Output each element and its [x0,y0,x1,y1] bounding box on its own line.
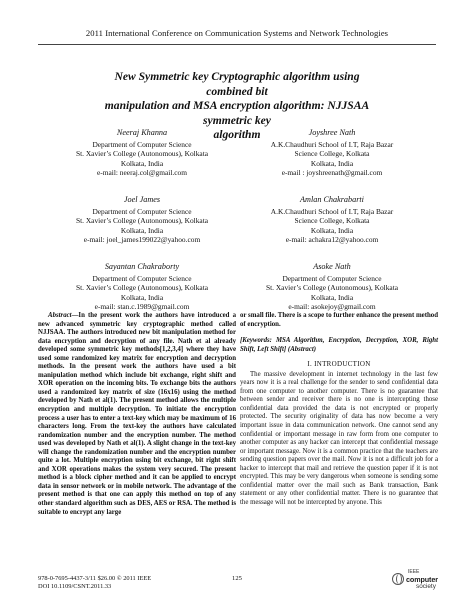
abstract-lead: Abstract [48,312,72,319]
logo-computer-text: computer [406,575,438,584]
author-affiliation: Kolkata, India [120,225,164,235]
author-name: Joel James [123,195,161,204]
author-name: Amlan Chakrabarti [300,195,364,204]
author-block [62,262,222,311]
introduction-text: The massive development in internet technology in the last few years now it is a real challenge for the sender to send confidential data from one computer to another computer. There is no guarantee that between sender and receiver there is no one is intercepting those confidential data provided the data is not encrypted or properly protected. The security originality of data has now become a very important issue in data communication network. One cannot send any confidential or important message in raw form from one computer to another computer as any hacker can intercept that confidential message or important message. Now it is a common practice that the teachers are sending question papers over the mail. Now it is not a difficult job for a hacker to intercept that mail and retrieve the question paper if it is not encrypted. This may be very dangerous when someone is sending some confidential matter over the mail such as Bank transaction, Bank statement or any other confidential matter. There is no guarantee that the message will not be intercepted by anyone. This [240,370,438,506]
author-block [62,128,222,177]
section-heading: I. INTRODUCTION [307,360,371,369]
abstract-continuation: or small file. There is a scope to further enhance the present method of encryption. [240,312,439,328]
author-block [252,262,412,311]
author-name: Asoke Nath [313,262,351,271]
author-email: e-mail: asokejoy@gmail.com [288,301,376,311]
author-affiliation: Kolkata, India [120,292,164,302]
author-affiliation: St. Xavier’s College (Autonomous), Kolkata [265,283,399,293]
abstract-text: —In the present work the authors have introduced a new advanced symmetric key cryptographic method called NJJSAA. The authors introduced new bit manipulation method for data encryption and decryption of any file. Nath et al already developed some symmetric key methods[1,2,3,4] where they have used some randomized key matrix for encryption and decryption methods. In the present work the authors have used a bit manipulation method which include bit exchange, right shift and XOR operation on the incoming bits. To exchange bits the authors used a randomized key matrix of size (16x16) using the method developed by Nath et al(1). The present method allows the multiple encryption and multiple decryption. To initiate the encryption process a user has to enter a text-key which may be maximum of 16 characters long. From the text-key the authors have calculated randomization number and the encryption number. The method used was developed by Nath et al(1). A slight change in the text-key will change the randomization number and the encryption number quite a lot. Multiple encryption using bit exchange, bit right shift and XOR operations makes the system very secured. The present method is a block cipher method and it can be applied to encrypt data in sensor network or in mobile network. The advantage of the present method is that one can apply this method on top of any other standard algorithm such as DES, AES or RSA. The method is suitable to encrypt any large [38,312,236,516]
title-line: algorithm [213,128,261,141]
right-column [240,312,438,507]
keywords: [Keywords: MSA Algorithm, Encryption, Decryption, XOR, Right Shift, Left Shift] (Abstract) [240,337,438,353]
left-column [38,312,236,517]
computer-society-logo [392,569,438,593]
author-block [62,195,222,244]
author-block [252,128,412,177]
author-email: e-mail: achakra12@yahoo.com [285,234,379,244]
footer-isbn: 978-0-7695-4437-3/11 $26.00 © 2011 IEEE [38,575,152,582]
author-affiliation: Department of Computer Science [282,274,382,284]
author-affiliation: Science College, Kolkata [294,216,370,226]
globe-icon [392,573,404,585]
author-affiliation: A.K.Chaudhuri School of I.T, Raja Bazar [270,207,394,217]
author-email: e-mail: joel_james199022@yahoo.com [83,234,201,244]
logo-ieee-text: IEEE [408,569,420,575]
running-header: 2011 International Conference on Communication Systems and Network Technologies [85,28,389,38]
author-affiliation: Kolkata, India [120,158,164,168]
author-block [252,195,412,244]
footer-copyright [38,575,151,591]
author-affiliation: St. Xavier’s College (Autonomous), Kolkata [75,283,209,293]
page-number: 125 [232,575,242,582]
author-email: e-mail: stan.c.1989@gmail.com [94,301,190,311]
author-affiliation: Science College, Kolkata [294,149,370,159]
author-email: e-mail: neeraj.col@gmail.com [97,167,187,177]
author-affiliation: Department of Computer Science [92,207,192,217]
author-affiliation: Kolkata, India [310,225,354,235]
author-affiliation: Kolkata, India [310,158,354,168]
author-name: Joyshree Nath [308,128,356,137]
title-line: New Symmetric key Cryptographic algorithm using combined bit [114,70,360,98]
author-name: Neeraj Khanna [116,128,168,137]
abstract [38,312,236,517]
author-affiliation: Kolkata, India [310,292,354,302]
author-email: e-mail : joyshreenath@gmail.com [281,167,383,177]
author-name: Sayantan Chakraborty [104,262,180,271]
author-affiliation: St. Xavier’s College (Autonomous), Kolkata [75,149,209,159]
footer-doi: DOI 10.1109/CSNT.2011.33 [38,583,112,590]
title-line: manipulation and MSA encryption algorithm: NJJSAA symmetric key [104,99,370,127]
header-rule [38,44,436,45]
author-affiliation: Department of Computer Science [92,140,192,150]
author-affiliation: A.K.Chaudhuri School of I.T, Raja Bazar [270,140,394,150]
logo-society-text: society [416,583,436,590]
author-affiliation: St. Xavier’s College (Autonomous), Kolkata [75,216,209,226]
author-affiliation: Department of Computer Science [92,274,192,284]
